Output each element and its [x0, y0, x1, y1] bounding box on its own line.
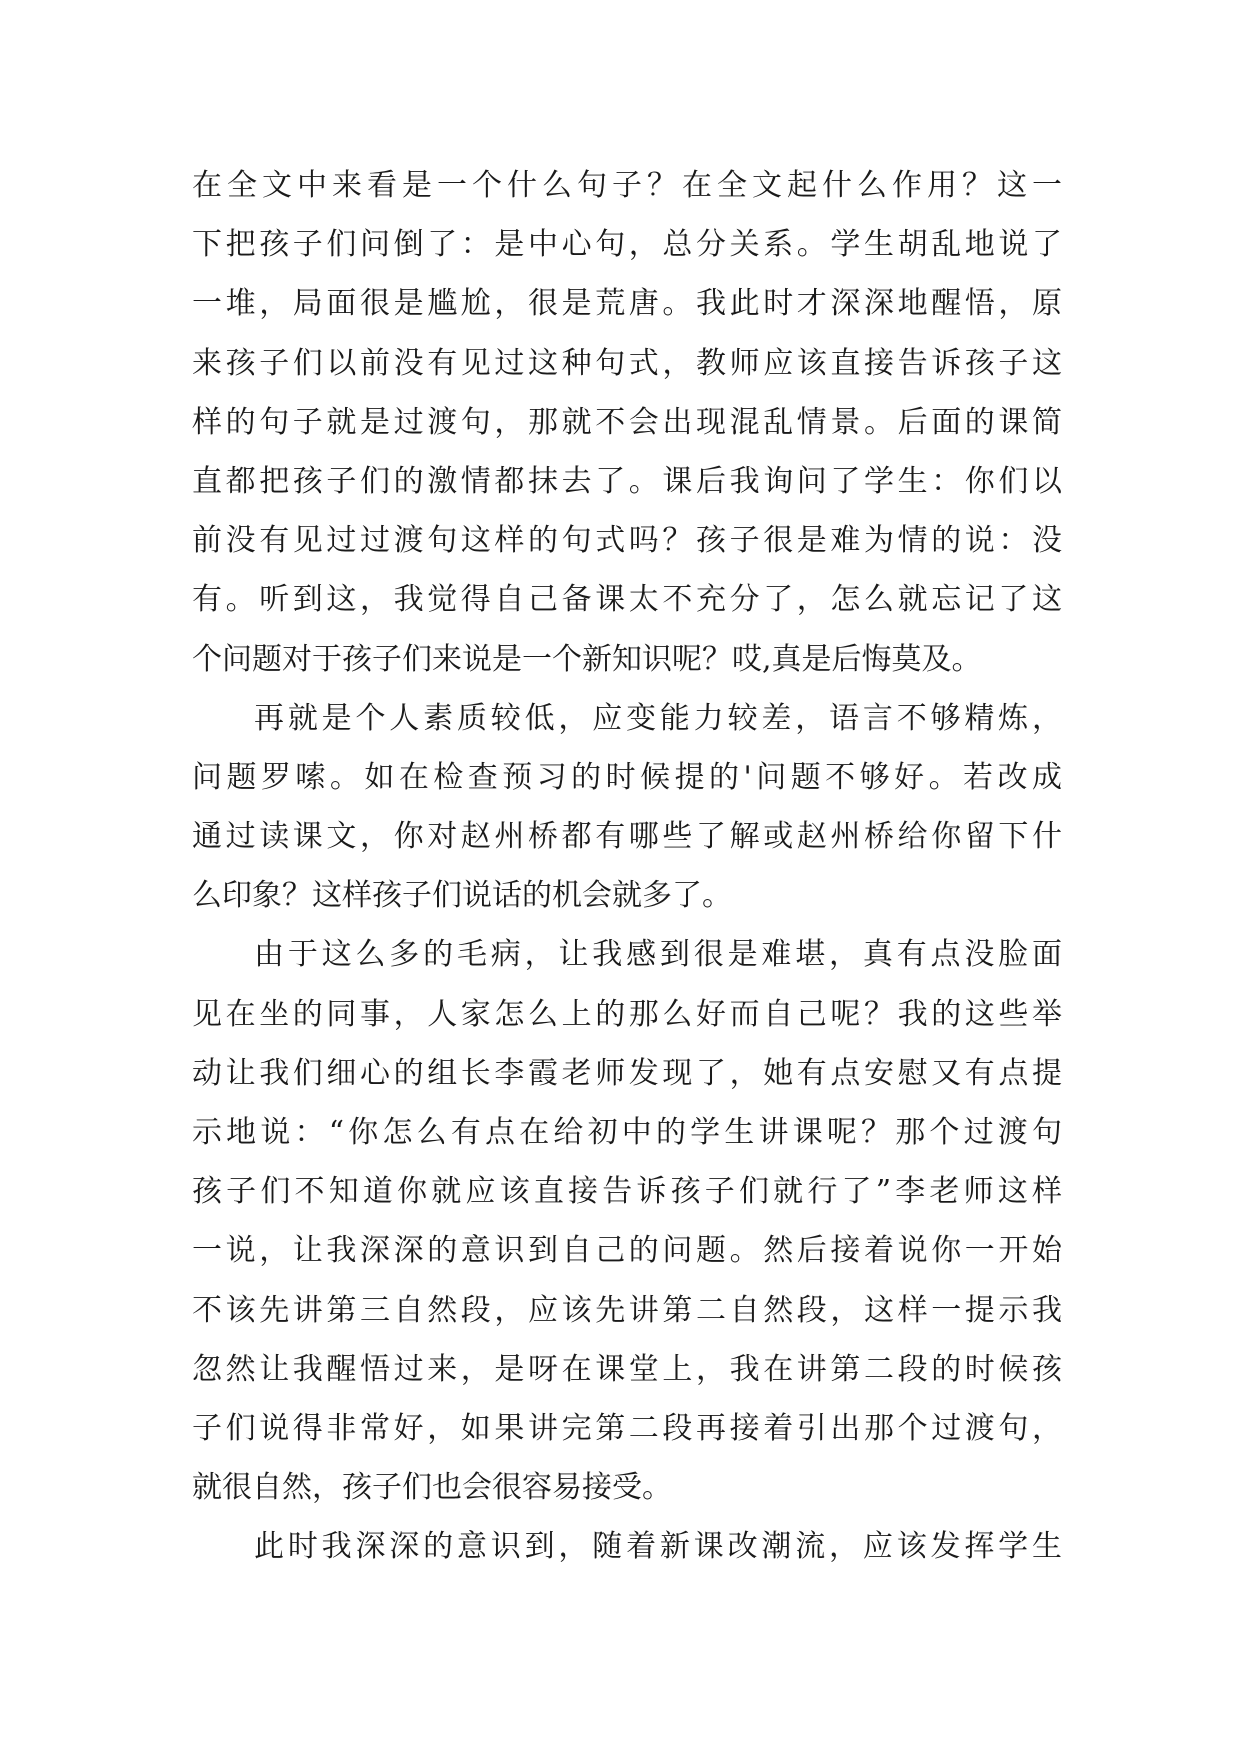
- text-line: 忽然让我醒悟过来，是呀在课堂上，我在讲第二段的时候孩: [192, 1351, 1062, 1387]
- text-line: 个问题对于孩子们来说是一个新知识呢？哎,真是后悔莫及。: [192, 641, 982, 677]
- text-line: 下把孩子们问倒了：是中心句，总分关系。学生胡乱地说了: [192, 227, 1062, 263]
- text-line: 一说，让我深深的意识到自己的问题。然后接着说你一开始: [192, 1233, 1062, 1269]
- text-line: 通过读课文，你对赵州桥都有哪些了解或赵州桥给你留下什: [192, 819, 1062, 855]
- text-line: 来孩子们以前没有见过这种句式，教师应该直接告诉孩子这: [192, 345, 1062, 381]
- text-line: 示地说：“你怎么有点在给初中的学生讲课呢？那个过渡句: [192, 1115, 1062, 1150]
- text-line: 此时我深深的意识到，随着新课改潮流，应该发挥学生: [254, 1529, 1062, 1565]
- text-line: 在全文中来看是一个什么句子？在全文起什么作用？这一: [192, 168, 1062, 203]
- text-line: 由于这么多的毛病，让我感到很是难堪，真有点没脸面: [254, 937, 1062, 973]
- text-line: 再就是个人素质较低，应变能力较差，语言不够精炼，: [254, 700, 1062, 736]
- text-line: 子们说得非常好，如果讲完第二段再接着引出那个过渡句，: [192, 1410, 1062, 1446]
- text-line: 动让我们细心的组长李霞老师发现了，她有点安慰又有点提: [192, 1055, 1062, 1091]
- text-line: 么印象？这样孩子们说话的机会就多了。: [192, 878, 732, 914]
- text-line: 样的句子就是过渡句，那就不会出现混乱情景。后面的课简: [192, 404, 1062, 440]
- text-line: 就很自然，孩子们也会很容易接受。: [192, 1470, 672, 1506]
- text-line: 孩子们不知道你就应该直接告诉孩子们就行了”李老师这样: [192, 1174, 1062, 1210]
- text-line: 问题罗嗦。如在检查预习的时候提的'问题不够好。若改成: [192, 759, 1062, 795]
- body-text: [192, 156, 1062, 1577]
- text-line: 一堆，局面很是尴尬，很是荒唐。我此时才深深地醒悟，原: [192, 286, 1062, 322]
- text-line: 前没有见过过渡句这样的句式吗？孩子很是难为情的说：没: [192, 523, 1062, 559]
- text-line: 直都把孩子们的激情都抹去了。课后我询问了学生：你们以: [192, 463, 1062, 499]
- text-line: 见在坐的同事，人家怎么上的那么好而自己呢？我的这些举: [192, 996, 1062, 1032]
- text-line: 不该先讲第三自然段，应该先讲第二自然段，这样一提示我: [192, 1292, 1062, 1328]
- text-line: 有。听到这，我觉得自己备课太不充分了，怎么就忘记了这: [192, 582, 1062, 618]
